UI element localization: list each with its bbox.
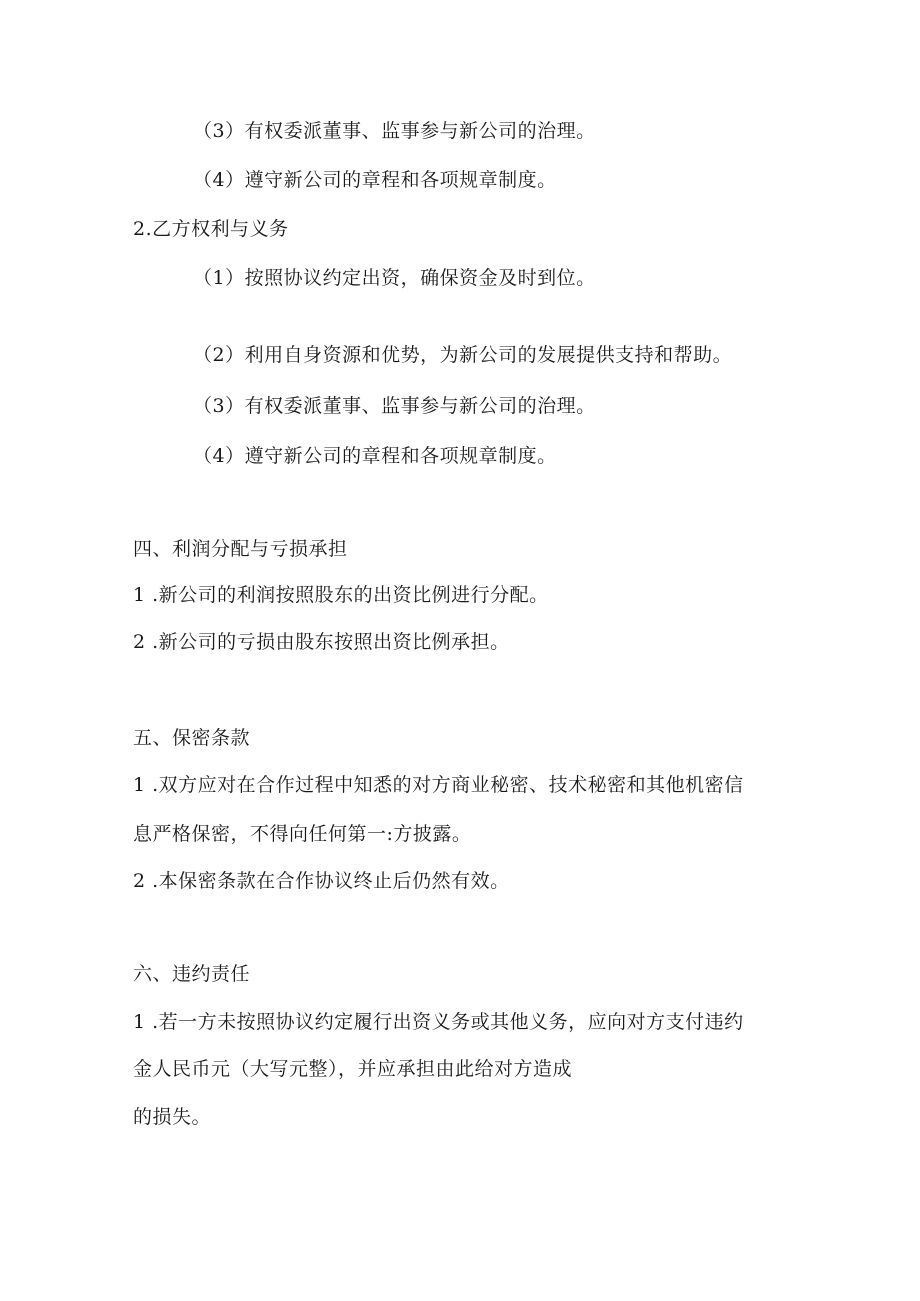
- section-6-item-1-line-1: 1 .若一方未按照协议约定履行出资义务或其他义务，应向对方支付违约: [133, 1011, 744, 1033]
- section-6-item-1-line-2: 金人民币元（大写元整），并应承担由此给对方造成: [133, 1058, 573, 1080]
- section-5-heading: 五、保密条款: [133, 727, 251, 749]
- section-4-item-1: 1 .新公司的利润按照股东的出资比例进行分配。: [133, 584, 549, 606]
- clause-party-b-item-4: （4）遵守新公司的章程和各项规章制度。: [193, 445, 557, 467]
- section-6-item-1-line-3: 的损失。: [133, 1106, 212, 1128]
- section-5-item-1-line-1: 1 .双方应对在合作过程中知悉的对方商业秘密、技术秘密和其他机密信: [133, 774, 744, 796]
- section-4-item-2: 2 .新公司的亏损由股东按照出资比例承担。: [133, 631, 510, 653]
- section-6-heading: 六、违约责任: [133, 963, 251, 985]
- clause-party-b-item-2: （2）利用自身资源和优势，为新公司的发展提供支持和帮助。: [193, 344, 733, 366]
- section-5-item-2: 2 .本保密条款在合作协议终止后仍然有效。: [133, 870, 510, 892]
- section-4-heading: 四、利润分配与亏损承担: [133, 538, 348, 560]
- section-5-item-1-line-2: 息严格保密，不得向任何第一:方披露。: [133, 823, 472, 845]
- clause-party-a-item-3: （3）有权委派董事、监事参与新公司的治理。: [193, 120, 596, 142]
- clause-party-a-item-4: （4）遵守新公司的章程和各项规章制度。: [193, 169, 557, 191]
- clause-party-b-item-1: （1）按照协议约定出资，确保资金及时到位。: [193, 267, 596, 289]
- clause-party-b-item-3: （3）有权委派董事、监事参与新公司的治理。: [193, 395, 596, 417]
- section-party-b-heading: 2.乙方权利与义务: [133, 218, 289, 240]
